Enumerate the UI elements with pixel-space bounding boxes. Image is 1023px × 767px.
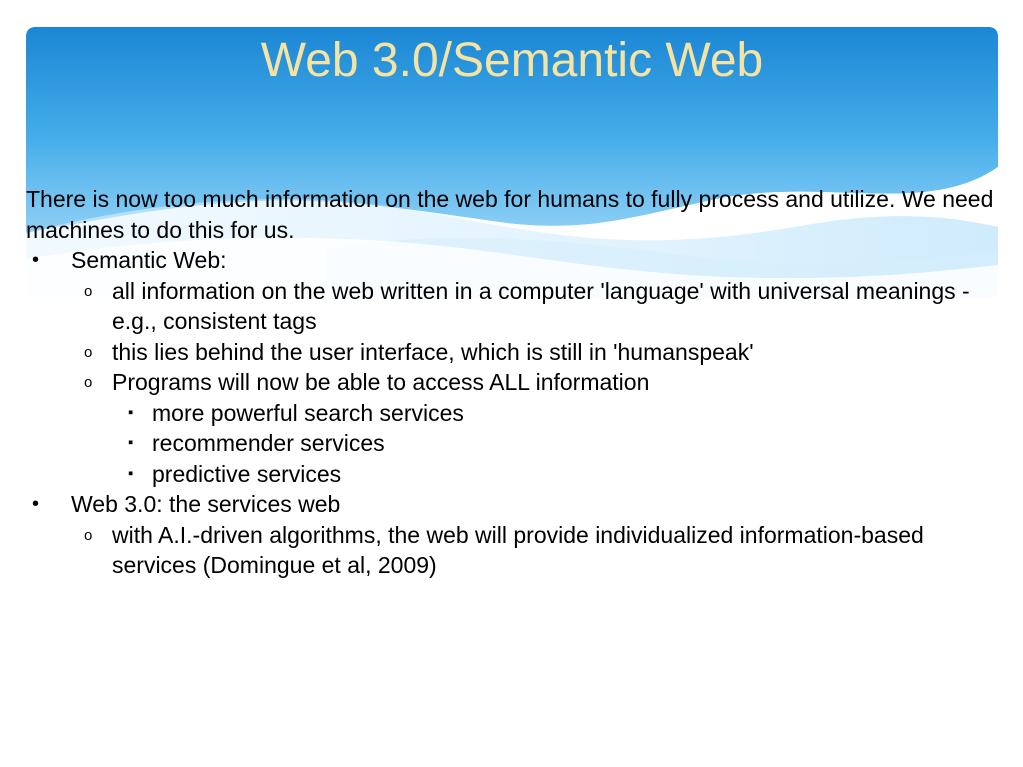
bullet-web-3-0 xyxy=(26,489,998,520)
sub-bullet-behind-interface xyxy=(26,337,998,368)
bullet-text: predictive services xyxy=(152,460,342,487)
sub-sub-bullet-recommender-services xyxy=(26,428,998,459)
sub-bullet-ai-driven-algorithms xyxy=(26,520,998,581)
bullet-text: recommender services xyxy=(152,430,385,456)
bullet-circle-icon: o xyxy=(84,374,93,391)
sub-sub-bullet-search-services xyxy=(26,398,998,429)
bullet-semantic-web xyxy=(26,245,998,276)
intro-paragraph: There is now too much information on the web for humans to fully process and utilize. We need machines to do this for us. xyxy=(26,186,994,243)
sub-bullet-universal-language xyxy=(26,276,998,337)
bullet-text: this lies behind the user interface, which is still in 'humanspeak' xyxy=(112,338,754,365)
sub-sub-bullet-predictive-services xyxy=(26,459,998,490)
slide-body xyxy=(26,184,998,581)
bullet-square-icon: ▪ xyxy=(128,403,134,421)
sub-bullet-access-all-information xyxy=(26,367,998,398)
bullet-text: with A.I.-driven algorithms, the web will provide individualized information-based services (Domingue et al, 2009) xyxy=(112,521,924,578)
bullet-dot-icon: • xyxy=(32,249,40,271)
bullet-text: more powerful search services xyxy=(152,399,464,426)
bullet-text: Semantic Web: xyxy=(71,247,227,273)
bullet-square-icon: ▪ xyxy=(128,434,134,451)
bullet-text: all information on the web written in a computer 'language' with universal meanings - e.g., consistent tags xyxy=(112,277,970,334)
bullet-circle-icon: o xyxy=(84,282,93,300)
bullet-text: Programs will now be able to access ALL information xyxy=(112,369,650,395)
bullet-circle-icon: o xyxy=(84,526,93,544)
bullet-circle-icon: o xyxy=(84,343,93,361)
bullet-dot-icon: • xyxy=(32,493,40,515)
bullet-square-icon: ▪ xyxy=(128,464,134,482)
bullet-text: Web 3.0: the services web xyxy=(71,491,341,517)
slide-title: Web 3.0/Semantic Web xyxy=(260,34,764,87)
